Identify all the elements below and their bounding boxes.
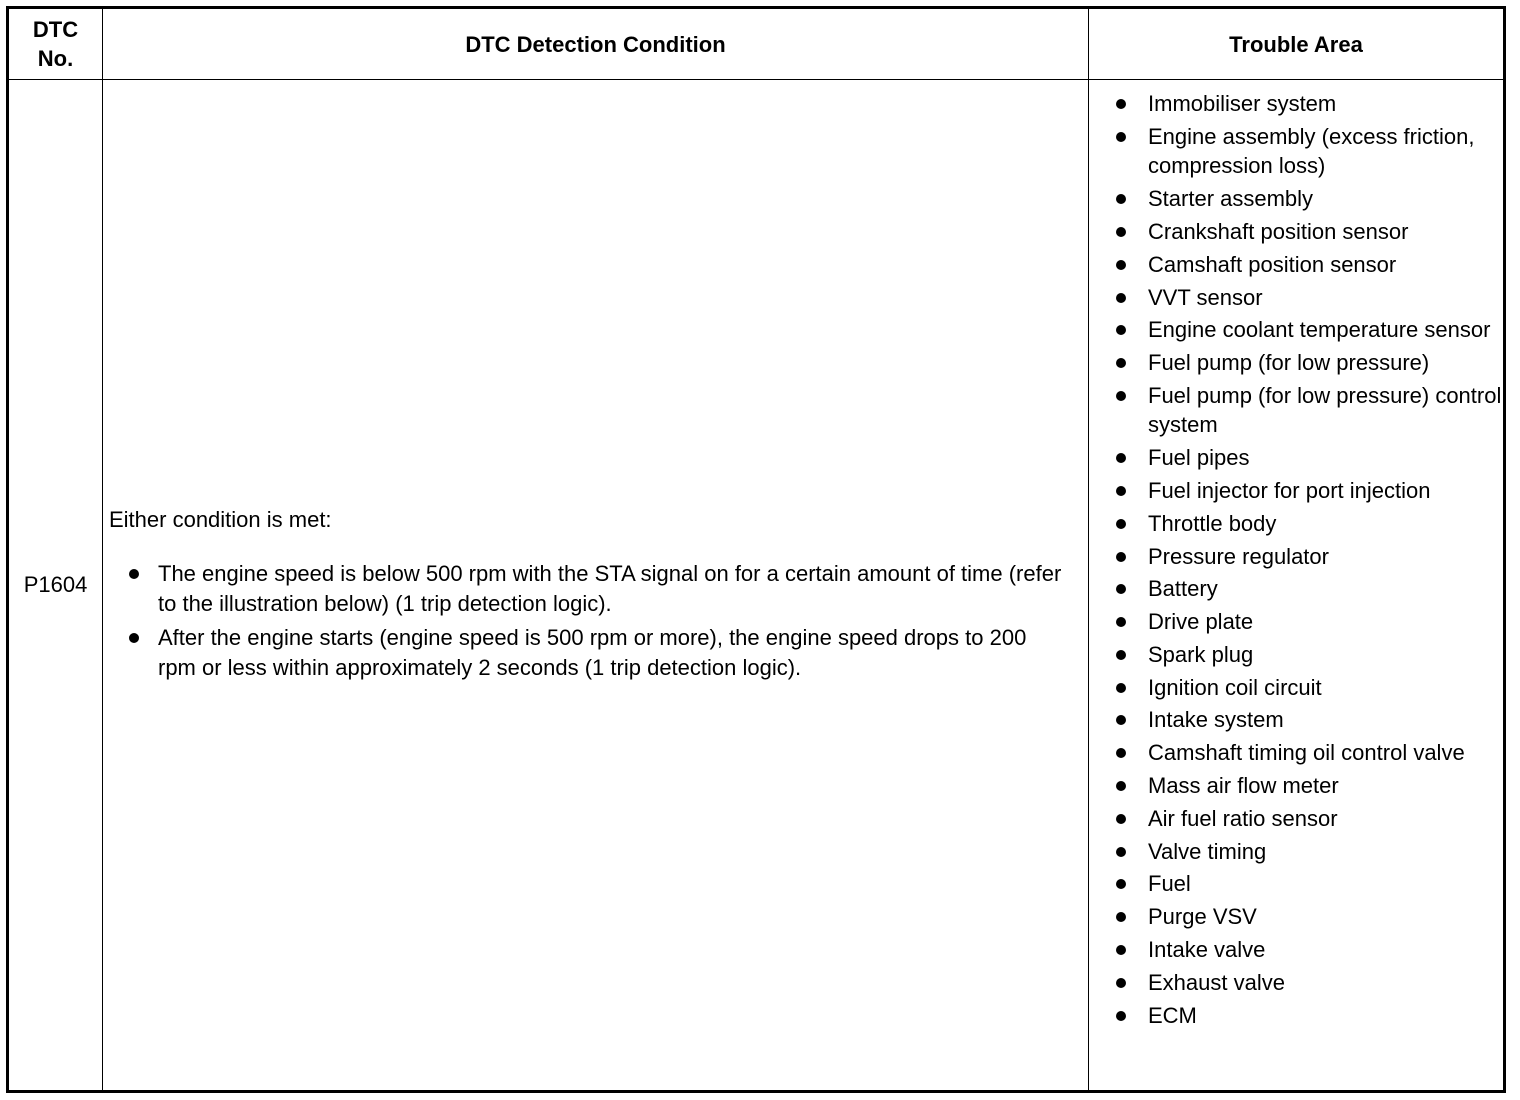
bullet-icon (1116, 227, 1126, 237)
trouble-area-item-text: Spark plug (1148, 641, 1254, 667)
trouble-area-item-text: Mass air flow meter (1148, 773, 1339, 799)
bullet-icon (1116, 781, 1126, 791)
condition-item-text: The engine speed is below 500 rpm with the STA signal on for a certain amount of time (refer to the illustration below) (1 trip detection logic). (158, 561, 1062, 616)
condition-intro: Either condition is met: (109, 507, 332, 532)
trouble-area-item-text: Engine coolant temperature sensor (1148, 317, 1491, 343)
bullet-icon (1116, 391, 1126, 401)
bullet-icon (1116, 748, 1126, 758)
condition-item-text: After the engine starts (engine speed is 500 rpm or more), the engine speed drops to 200 rpm or less within approximately 2 seconds (1 trip detection logic). (158, 625, 1027, 680)
trouble-area-item (1093, 804, 1503, 834)
trouble-area-item (1093, 122, 1503, 181)
trouble-area-item (1093, 771, 1503, 801)
trouble-area-item (1093, 217, 1503, 247)
bullet-icon (1116, 293, 1126, 303)
trouble-area-item (1093, 869, 1503, 899)
condition-item (109, 623, 1069, 683)
bullet-icon (1116, 194, 1126, 204)
header-dtc-no: DTC No. (32, 17, 79, 71)
bullet-icon (1116, 617, 1126, 627)
trouble-area-item (1093, 315, 1503, 345)
trouble-area-item-text: Ignition coil circuit (1148, 674, 1322, 700)
trouble-area-item (1093, 705, 1503, 735)
trouble-area-item-text: Fuel pump (for low pressure) control system (1148, 382, 1502, 438)
bullet-icon (1116, 584, 1126, 594)
trouble-area-item (1093, 837, 1503, 867)
trouble-area-item-text: ECM (1148, 1002, 1197, 1028)
trouble-area-item (1093, 89, 1503, 119)
bullet-icon (1116, 650, 1126, 660)
trouble-area-item (1093, 673, 1503, 703)
trouble-area-item (1093, 902, 1503, 932)
trouble-area-item-text: VVT sensor (1148, 284, 1263, 310)
trouble-area-item-text: Air fuel ratio sensor (1148, 805, 1338, 831)
column-divider (102, 9, 103, 1090)
trouble-area-item-text: Drive plate (1148, 609, 1254, 635)
trouble-area-item-text: Starter assembly (1148, 186, 1314, 212)
bullet-icon (1116, 519, 1126, 529)
trouble-area-item (1093, 935, 1503, 965)
detection-condition-cell (109, 505, 1069, 687)
trouble-area-item (1093, 574, 1503, 604)
bullet-icon (1116, 978, 1126, 988)
column-divider (1088, 9, 1089, 1090)
trouble-area-item (1093, 607, 1503, 637)
bullet-icon (1116, 132, 1126, 142)
trouble-area-item-text: Purge VSV (1148, 904, 1257, 930)
trouble-area-item-text: Battery (1148, 576, 1218, 602)
trouble-area-item-text: Fuel pump (for low pressure) (1148, 350, 1430, 376)
dtc-table (6, 6, 1506, 1093)
bullet-icon (1116, 715, 1126, 725)
bullet-icon (1116, 99, 1126, 109)
trouble-area-item-text: Pressure regulator (1148, 543, 1329, 569)
bullet-icon (1116, 912, 1126, 922)
trouble-area-item (1093, 443, 1503, 473)
bullet-icon (1116, 683, 1126, 693)
trouble-area-item-text: Intake system (1148, 707, 1284, 733)
trouble-area-item-text: Valve timing (1148, 838, 1267, 864)
condition-item (109, 559, 1069, 619)
condition-list (109, 559, 1069, 683)
trouble-area-item (1093, 738, 1503, 768)
bullet-icon (1116, 453, 1126, 463)
trouble-area-item (1093, 542, 1503, 572)
bullet-icon (1116, 552, 1126, 562)
trouble-area-item-text: Exhaust valve (1148, 969, 1285, 995)
trouble-area-item-text: Fuel pipes (1148, 445, 1250, 471)
header-detection-condition: DTC Detection Condition (465, 31, 726, 57)
bullet-icon (129, 633, 139, 643)
trouble-area-item-text: Camshaft timing oil control valve (1148, 740, 1465, 766)
trouble-area-item (1093, 381, 1503, 440)
trouble-area-item-text: Engine assembly (excess friction, compression loss) (1148, 123, 1475, 179)
trouble-area-item-text: Fuel injector for port injection (1148, 478, 1431, 503)
dtc-code: P1604 (23, 571, 88, 597)
bullet-icon (1116, 814, 1126, 824)
trouble-area-item (1093, 1001, 1503, 1031)
trouble-area-item (1093, 250, 1503, 280)
bullet-icon (1116, 486, 1126, 496)
trouble-area-item (1093, 476, 1503, 506)
trouble-area-item-text: Fuel (1148, 871, 1191, 897)
trouble-area-item-text: Camshaft position sensor (1148, 251, 1397, 277)
bullet-icon (129, 569, 139, 579)
bullet-icon (1116, 847, 1126, 857)
bullet-icon (1116, 945, 1126, 955)
bullet-icon (1116, 325, 1126, 335)
trouble-area-item-text: Crankshaft position sensor (1148, 218, 1409, 244)
header-divider (9, 79, 1503, 80)
trouble-area-item (1093, 968, 1503, 998)
header-trouble-area: Trouble Area (1229, 31, 1363, 57)
trouble-area-item-text: Throttle body (1148, 510, 1277, 536)
trouble-area-item (1093, 184, 1503, 214)
bullet-icon (1116, 260, 1126, 270)
trouble-area-list (1093, 89, 1503, 1030)
trouble-area-item-text: Immobiliser system (1148, 91, 1337, 116)
bullet-icon (1116, 358, 1126, 368)
bullet-icon (1116, 879, 1126, 889)
trouble-area-cell (1093, 89, 1503, 1033)
trouble-area-item (1093, 348, 1503, 378)
trouble-area-item-text: Intake valve (1148, 936, 1266, 962)
bullet-icon (1116, 1011, 1126, 1021)
trouble-area-item (1093, 640, 1503, 670)
trouble-area-item (1093, 509, 1503, 539)
trouble-area-item (1093, 283, 1503, 313)
